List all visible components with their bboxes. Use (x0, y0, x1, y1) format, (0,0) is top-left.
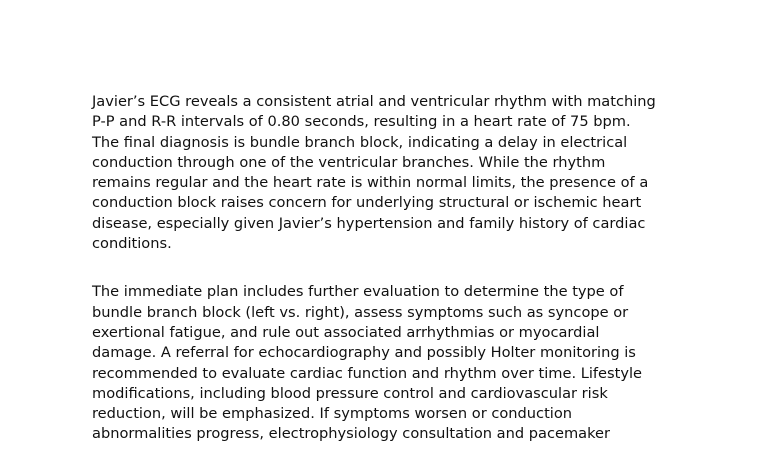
text-line: conduction through one of the ventricular branches. While the rhythm (92, 153, 606, 171)
text-line: Javier’s ECG reveals a consistent atrial and ventricular rhythm with matching (92, 93, 656, 110)
text-line: remains regular and the heart rate is within normal limits, the presence of a (92, 174, 649, 192)
document-page (92, 92, 732, 473)
text-line: conduction block raises concern for underlying structural or ischemic heart (92, 194, 642, 212)
text-line: disease, especially given Javier’s hypertension and family history of cardiac (92, 214, 646, 232)
text-line: damage. A referral for echocardiography and possibly Holter monitoring is (92, 344, 636, 362)
text-line: The immediate plan includes further evaluation to determine the type of (92, 283, 624, 301)
text-line: P-P and R-R intervals of 0.80 seconds, resulting in a heart rate of 75 bpm. (92, 113, 631, 131)
text-line: modifications, including blood pressure control and cardiovascular risk (92, 384, 608, 402)
text-line: reduction, will be emphasized. If symptoms worsen or conduction (92, 405, 573, 423)
text-line: The final diagnosis is bundle branch block, indicating a delay in electrical (92, 133, 628, 151)
paragraph-ecg-findings (92, 92, 732, 254)
text-line: conditions. (92, 235, 172, 253)
text-line: abnormalities progress, electrophysiology consultation and pacemaker (92, 425, 611, 443)
paragraph-plan (92, 282, 732, 444)
text-line: exertional fatigue, and rule out associated arrhythmias or myocardial (92, 323, 600, 341)
text-line: recommended to evaluate cardiac function and rhythm over time. Lifestyle (92, 364, 643, 382)
text-line: bundle branch block (left vs. right), assess symptoms such as syncope or (92, 303, 629, 321)
